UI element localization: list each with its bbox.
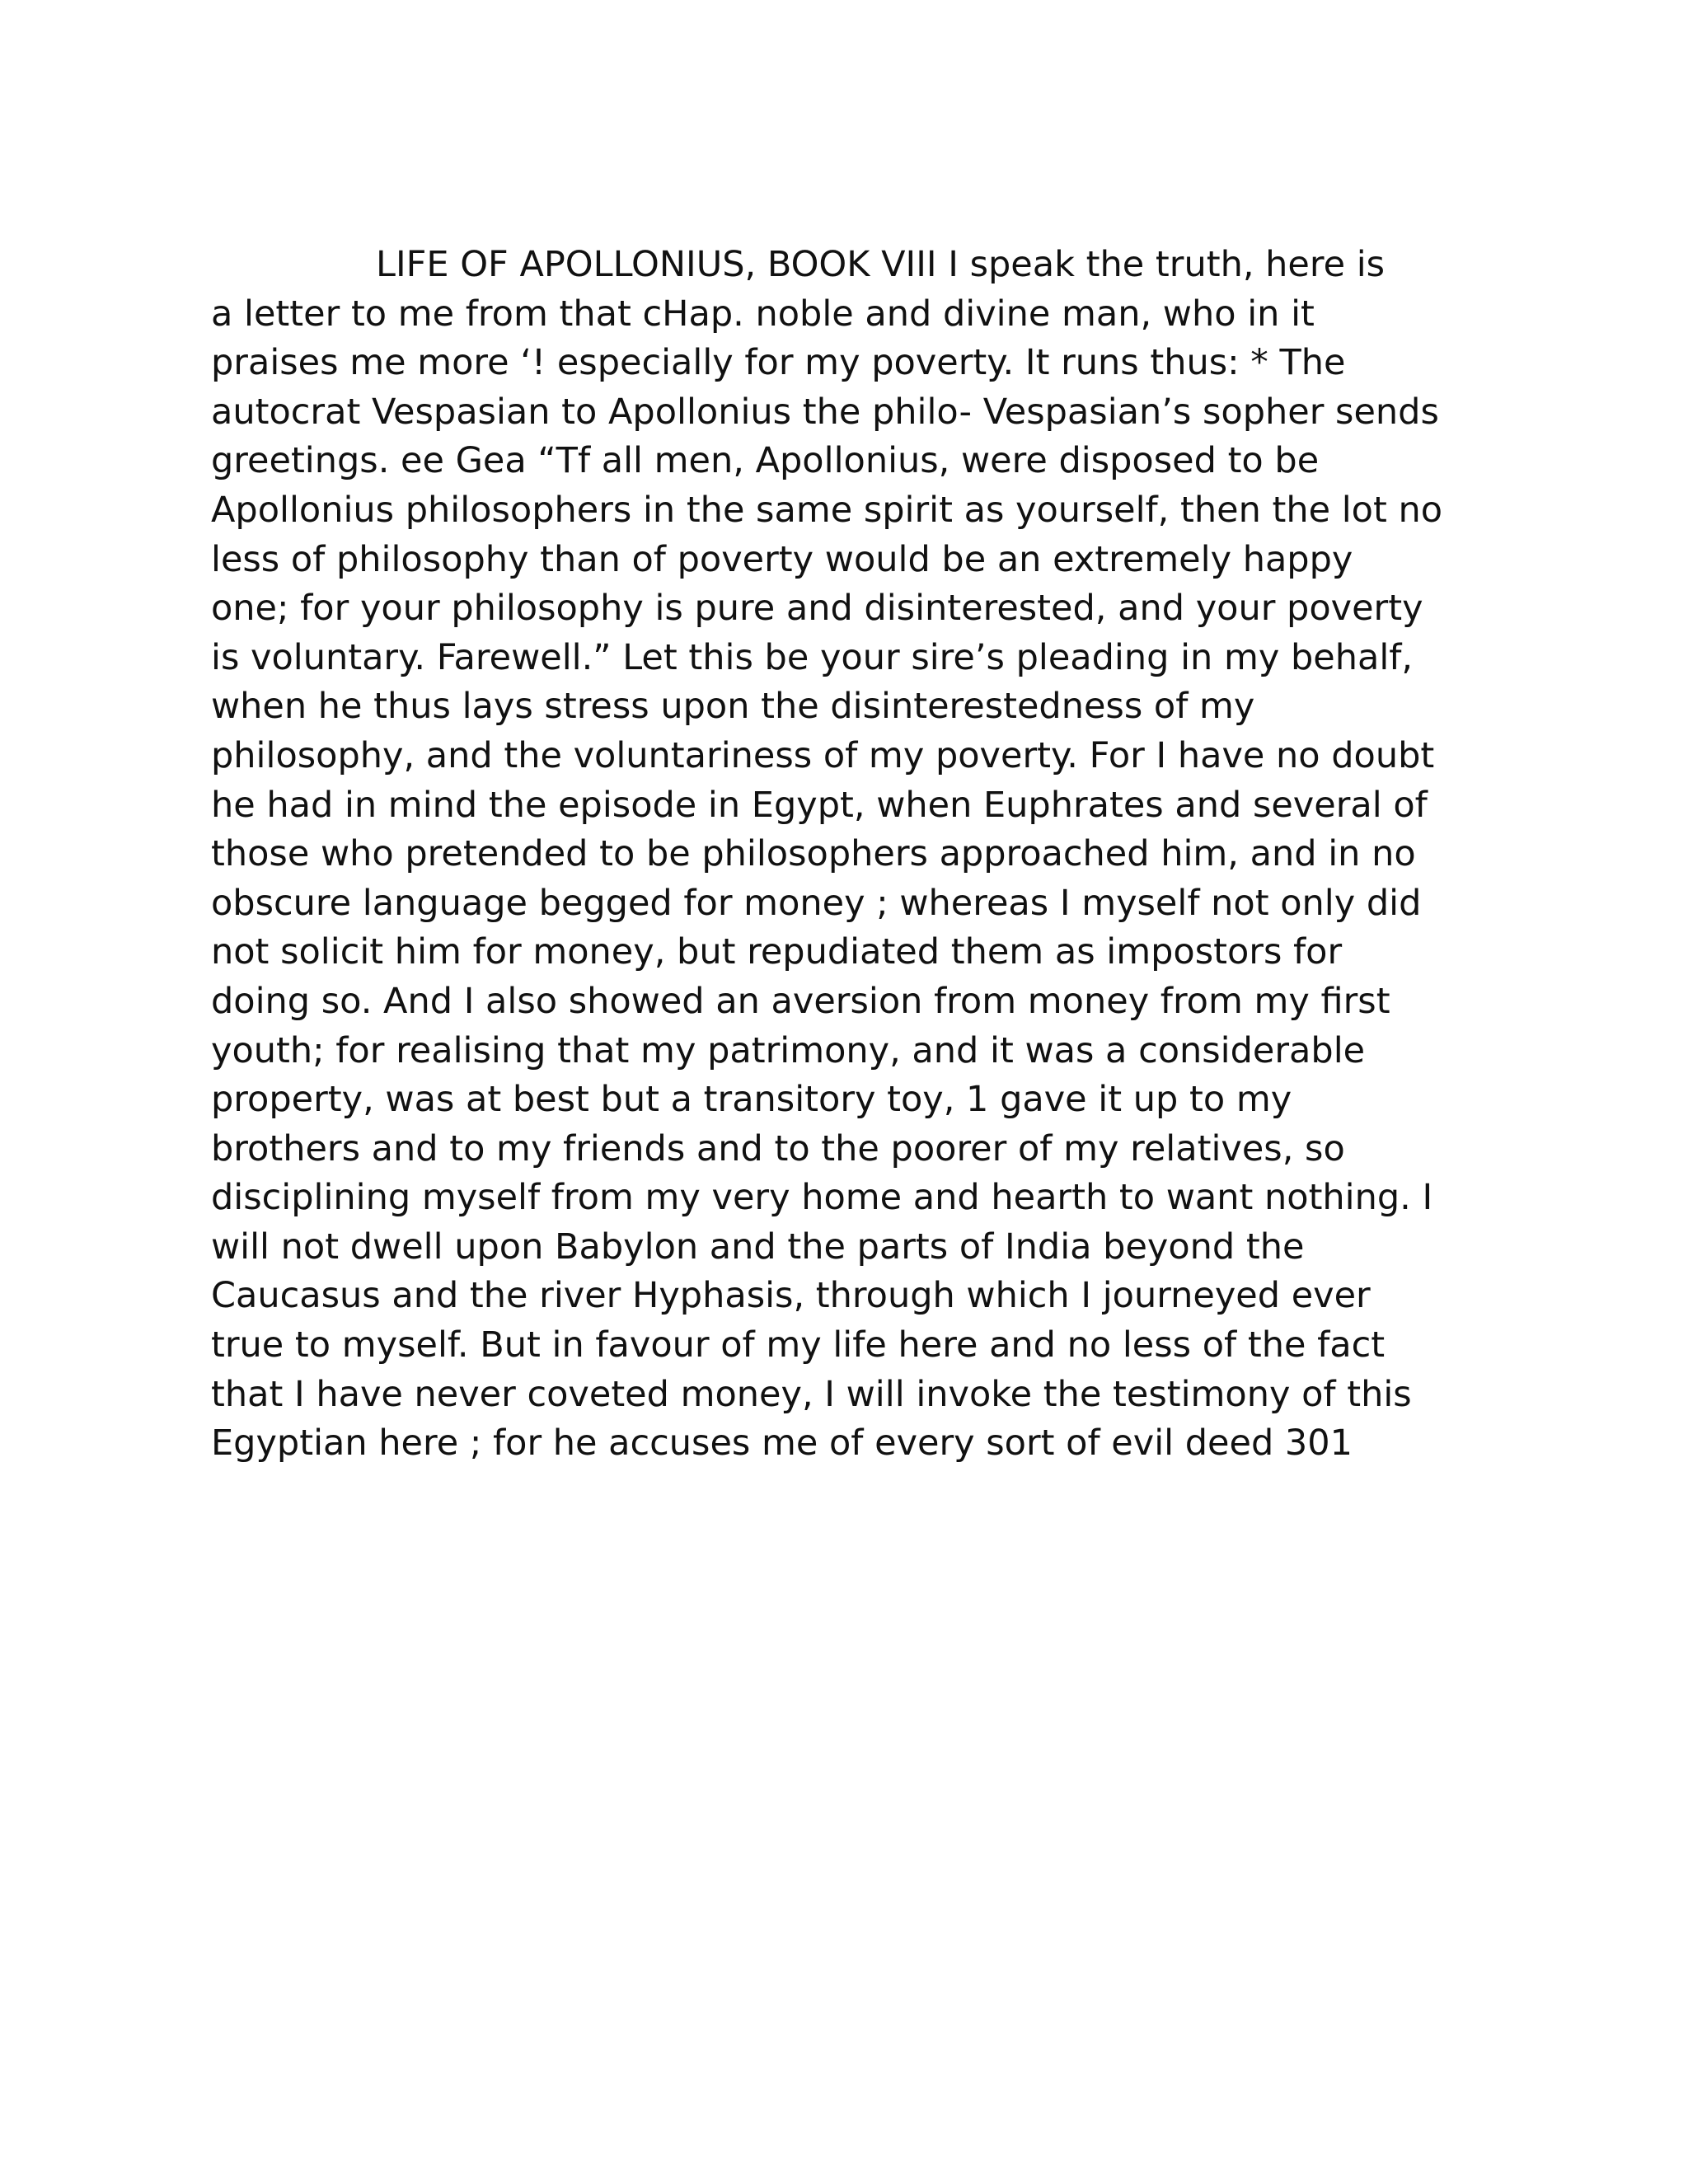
text-line: not solicit him for money, but repudiated them as impostors for <box>211 931 1343 973</box>
text-line: less of philosophy than of poverty would be an extremely happy <box>211 538 1353 580</box>
text-line: youth; for realising that my patrimony, and it was a considerable <box>211 1029 1366 1071</box>
text-line: doing so. And I also showed an aversion from money from my first <box>211 980 1390 1022</box>
text-line: that I have never coveted money, I will invoke the testimony of this <box>211 1373 1412 1415</box>
text-line: obscure language begged for money ; whereas I myself not only did <box>211 882 1422 924</box>
text-line: philosophy, and the voluntariness of my poverty. For I have no doubt <box>211 734 1435 776</box>
text-line: Egyptian here ; for he accuses me of every sort of evil deed 301 <box>211 1422 1353 1465</box>
text-line: disciplining myself from my very home and hearth to want nothing. I <box>211 1177 1433 1219</box>
text-line: a letter to me from that cHap. noble and divine man, who in it <box>211 293 1315 335</box>
text-line: true to myself. But in favour of my life here and no less of the fact <box>211 1324 1386 1366</box>
text-line: property, was at best but a transitory toy, 1 gave it up to my <box>211 1079 1292 1121</box>
text-line: greetings. ee Gea “Tf all men, Apollonius, were disposed to be <box>211 440 1320 482</box>
text-line: brothers and to my friends and to the poorer of my relatives, so <box>211 1127 1345 1169</box>
text-line: Apollonius philosophers in the same spirit as yourself, then the lot no <box>211 489 1443 531</box>
text-line: is voluntary. Farewell.” Let this be your sire’s pleading in my behalf, <box>211 636 1414 678</box>
text-line: one; for your philosophy is pure and disinterested, and your poverty <box>211 588 1423 630</box>
body-text <box>211 241 1472 1469</box>
text-line: Caucasus and the river Hyphasis, through which I journeyed ever <box>211 1275 1371 1317</box>
text-line: those who pretended to be philosophers approached him, and in no <box>211 833 1416 875</box>
text-line: LIFE OF APOLLONIUS, BOOK VIII I speak the truth, here is <box>376 244 1386 285</box>
text-line: autocrat Vespasian to Apollonius the philo- Vespasian’s sopher sends <box>211 391 1439 433</box>
text-line: praises me more ‘! especially for my poverty. It runs thus: * The <box>211 342 1346 384</box>
text-line: he had in mind the episode in Egypt, when Euphrates and several of <box>211 784 1428 826</box>
text-line: when he thus lays stress upon the disinterestedness of my <box>211 686 1255 728</box>
text-line: will not dwell upon Babylon and the parts of India beyond the <box>211 1226 1305 1268</box>
